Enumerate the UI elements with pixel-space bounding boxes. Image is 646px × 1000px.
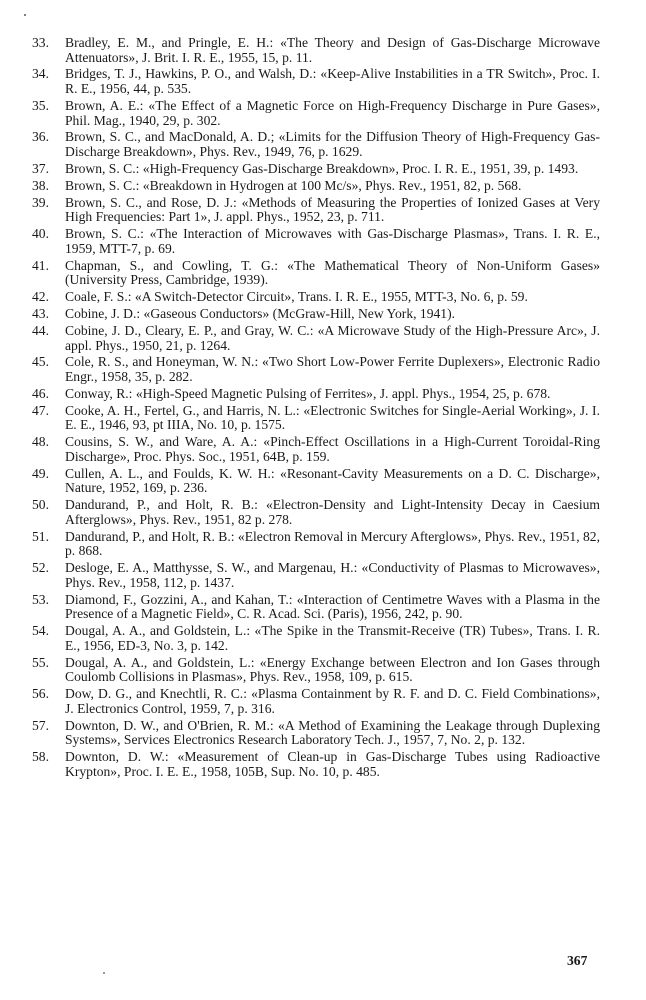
reference-text: Bridges, T. J., Hawkins, P. O., and Walsh, D.: «Keep-Alive Instabilities in a TR Switch», Proc. I. R. E., 1956, 44, p. 535.	[65, 66, 600, 97]
print-speck	[24, 14, 26, 16]
reference-text: Dow, D. G., and Knechtli, R. C.: «Plasma Containment by R. F. and D. C. Field Combinations», J. Electronics Control, 1959, 7, p. 316.	[65, 686, 600, 716]
reference-item	[32, 593, 600, 622]
reference-text: Dougal, A. A., and Goldstein, L.: «Energy Exchange between Electron and Ion Gases through Coulomb Collisions in Plasmas», Phys. Rev., 1958, 109, p. 615.	[65, 654, 600, 685]
reference-item	[32, 130, 600, 159]
reference-item	[32, 259, 600, 288]
reference-number: 46.	[32, 385, 49, 401]
reference-text: Brown, S. C.: «The Interaction of Microwaves with Gas-Discharge Plasmas», Trans. I. R. E., 1959, MTT-7, p. 69.	[65, 226, 600, 256]
reference-number: 35.	[32, 97, 49, 113]
reference-item	[32, 719, 600, 748]
reference-text: Brown, S. C.: «High-Frequency Gas-Discharge Breakdown», Proc. I. R. E., 1951, 39, p. 1493.	[65, 160, 579, 176]
reference-number: 58.	[32, 749, 49, 765]
reference-item	[32, 387, 600, 402]
reference-item	[32, 467, 600, 496]
reference-number: 48.	[32, 434, 49, 450]
reference-item	[32, 530, 600, 559]
reference-item	[32, 99, 600, 128]
reference-text: Conway, R.: «High-Speed Magnetic Pulsing of Ferrites», J. appl. Phys., 1954, 25, p. 678.	[65, 385, 551, 401]
reference-number: 57.	[32, 717, 49, 733]
reference-number: 41.	[32, 257, 49, 273]
reference-item	[32, 324, 600, 353]
reference-item	[32, 750, 600, 779]
reference-item	[32, 498, 600, 527]
reference-text: Dandurand, P., and Holt, R. B.: «Electron-Density and Light-Intensity Decay in Caesium Afterglows», Phys. Rev., 1951, 82 p. 278.	[65, 497, 600, 527]
reference-item	[32, 196, 600, 225]
reference-item	[32, 227, 600, 256]
reference-text: Diamond, F., Gozzini, A., and Kahan, T.: «Interaction of Centimetre Waves with a Plasma in the Presence of a Magnetic Field», C. R. Acad. Sci. (Paris), 1956, 242, p. 90.	[65, 591, 600, 622]
reference-text: Cullen, A. L., and Foulds, K. W. H.: «Resonant-Cavity Measurements on a D. C. Discharge», Nature, 1952, 169, p. 236.	[65, 465, 600, 496]
reference-text: Desloge, E. A., Matthysse, S. W., and Margenau, H.: «Conductivity of Plasmas to Microwaves», Phys. Rev., 1958, 112, p. 1437.	[65, 560, 600, 590]
reference-text: Brown, S. C., and Rose, D. J.: «Methods of Measuring the Properties of Ionized Gases at Very High Frequencies: Part 1», J. appl. Phys., 1952, 23, p. 711.	[65, 194, 600, 225]
reference-text: Cousins, S. W., and Ware, A. A.: «Pinch-Effect Oscillations in a High-Current Toroidal-Ring Discharge», Proc. Phys. Soc., 1951, 64B, p. 159.	[65, 434, 600, 464]
reference-item	[32, 290, 600, 305]
reference-number: 43.	[32, 306, 49, 322]
reference-number: 40.	[32, 226, 49, 242]
reference-text: Cooke, A. H., Fertel, G., and Harris, N. L.: «Electronic Switches for Single-Aerial Working», J. I. E. E., 1946, 93, pt IIIA, No. 10, p. 1575.	[65, 402, 600, 433]
reference-item	[32, 307, 600, 322]
reference-list	[32, 36, 600, 782]
reference-text: Downton, D. W., and O'Brien, R. M.: «A Method of Examining the Leakage through Duplexing Systems», Services Electronics Research Laboratory Tech. J., 1957, 7, No. 2, p. 132.	[65, 717, 600, 748]
reference-text: Brown, A. E.: «The Effect of a Magnetic Force on High-Frequency Discharge in Pure Gases», Phil. Mag., 1940, 29, p. 302.	[65, 97, 600, 128]
reference-number: 52.	[32, 560, 49, 576]
reference-text: Brown, S. C., and MacDonald, A. D.; «Limits for the Diffusion Theory of High-Frequency Gas-Discharge Breakdown», Phys. Rev., 1949, 76, p. 1629.	[65, 129, 600, 160]
reference-number: 33.	[32, 35, 49, 50]
reference-text: Cobine, J. D., Cleary, E. P., and Gray, W. C.: «A Microwave Study of the High-Pressure Arc», J. appl. Phys., 1950, 21, p. 1264.	[65, 322, 600, 353]
reference-item	[32, 67, 600, 96]
reference-text: Chapman, S., and Cowling, T. G.: «The Mathematical Theory of Non-Uniform Gases» (University Press, Cambridge, 1939).	[65, 257, 600, 288]
reference-number: 39.	[32, 194, 49, 210]
reference-item	[32, 162, 600, 177]
reference-number: 54.	[32, 623, 49, 639]
reference-item	[32, 435, 600, 464]
reference-number: 37.	[32, 160, 49, 176]
reference-number: 36.	[32, 129, 49, 145]
reference-number: 45.	[32, 354, 49, 370]
reference-number: 47.	[32, 402, 49, 418]
reference-text: Downton, D. W.: «Measurement of Clean-up in Gas-Discharge Tubes using Radioactive Krypton», Proc. I. E. E., 1958, 105B, Sup. No. 10, p. 485.	[65, 749, 600, 779]
reference-number: 34.	[32, 66, 49, 82]
reference-number: 44.	[32, 322, 49, 338]
reference-number: 38.	[32, 177, 49, 193]
reference-text: Bradley, E. M., and Pringle, E. H.: «The Theory and Design of Gas-Discharge Microwave Attenuators», J. Brit. I. R. E., 1955, 15, p. 11.	[65, 35, 600, 65]
reference-text: Dougal, A. A., and Goldstein, L.: «The Spike in the Transmit-Receive (TR) Tubes», Trans. I. R. E., 1956, ED-3, No. 3, p. 142.	[65, 623, 600, 653]
reference-item	[32, 404, 600, 433]
print-speck	[103, 972, 105, 974]
reference-number: 56.	[32, 686, 49, 702]
reference-item	[32, 656, 600, 685]
reference-text: Cole, R. S., and Honeyman, W. N.: «Two Short Low-Power Ferrite Duplexers», Electronic Radio Engr., 1958, 35, p. 282.	[65, 354, 600, 385]
reference-text: Cobine, J. D.: «Gaseous Conductors» (McGraw-Hill, New York, 1941).	[65, 306, 456, 322]
reference-text: Dandurand, P., and Holt, R. B.: «Electron Removal in Mercury Afterglows», Phys. Rev., 1951, 82, p. 868.	[65, 528, 601, 559]
reference-item	[32, 624, 600, 653]
reference-number: 53.	[32, 591, 49, 607]
reference-number: 42.	[32, 289, 49, 305]
reference-number: 50.	[32, 497, 49, 513]
reference-item	[32, 179, 600, 194]
reference-number: 55.	[32, 654, 49, 670]
reference-item	[32, 687, 600, 716]
reference-item	[32, 36, 600, 65]
reference-item	[32, 355, 600, 384]
reference-text: Coale, F. S.: «A Switch-Detector Circuit», Trans. I. R. E., 1955, MTT-3, No. 6, p. 59.	[65, 289, 528, 305]
reference-text: Brown, S. C.: «Breakdown in Hydrogen at 100 Mc/s», Phys. Rev., 1951, 82, p. 568.	[65, 177, 522, 193]
page-number: 367	[567, 953, 588, 968]
reference-number: 49.	[32, 465, 49, 481]
reference-number: 51.	[32, 528, 49, 544]
reference-item	[32, 561, 600, 590]
